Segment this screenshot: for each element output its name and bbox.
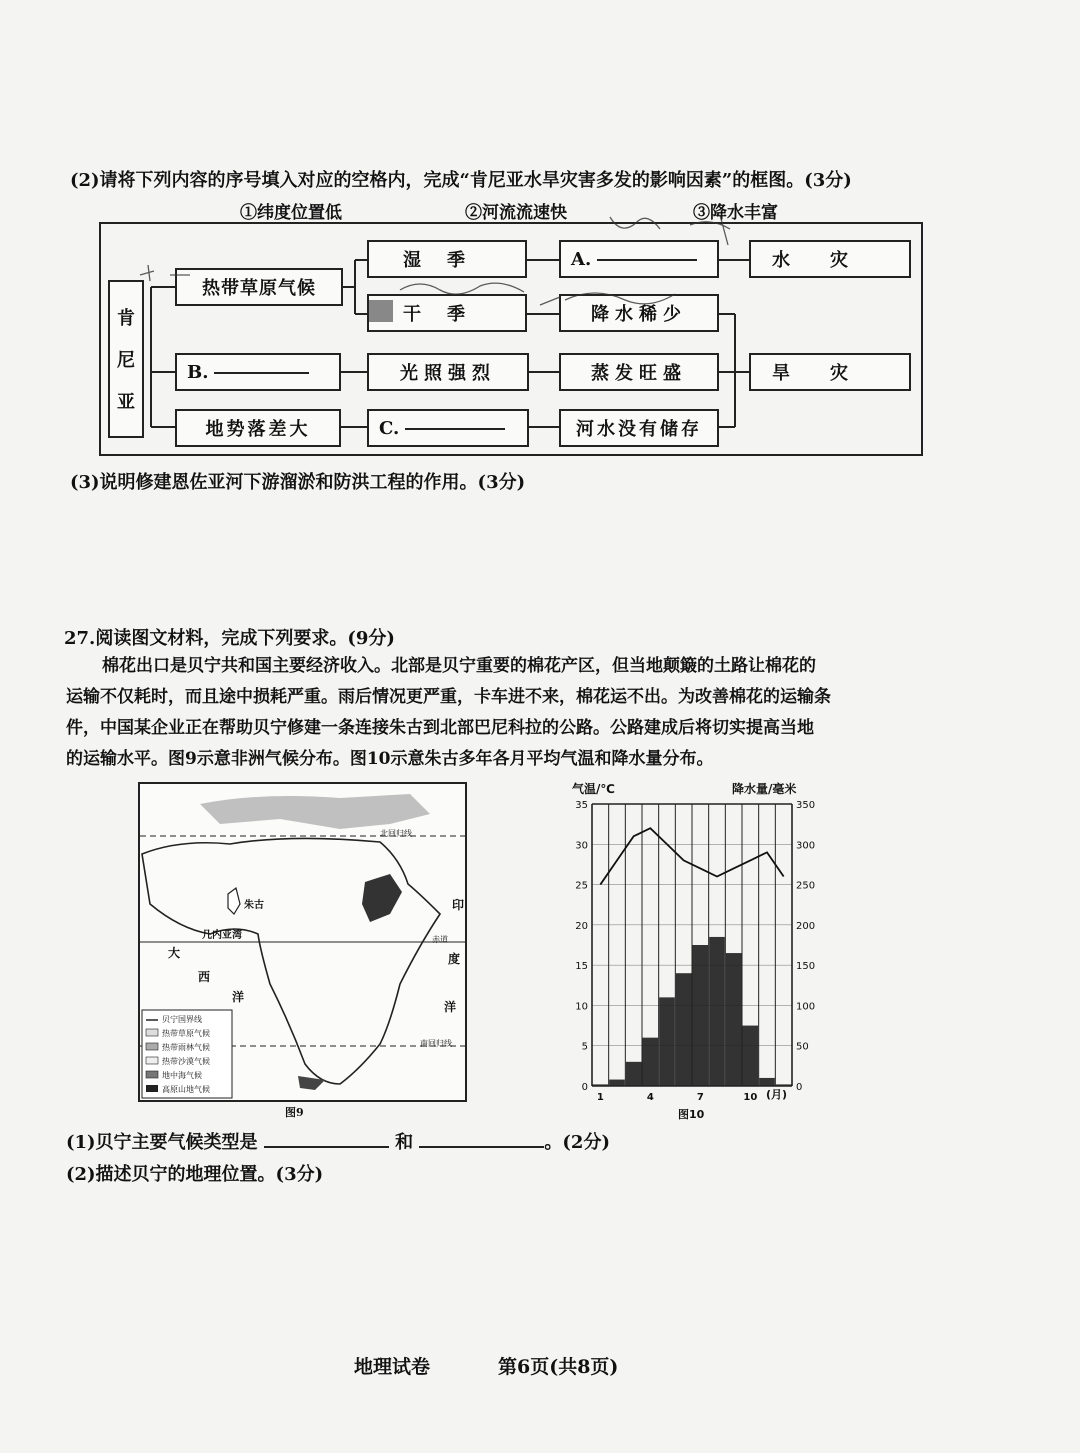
box-strong-evaporation: 蒸发旺盛 [559, 353, 719, 391]
box-savanna-climate: 热带草原气候 [175, 268, 343, 306]
box-no-storage: 河水没有储存 [559, 409, 719, 447]
left-tick-label: 0 [581, 1082, 588, 1093]
figure10-caption: 图10 [678, 1108, 705, 1121]
box-drought: 旱灾 [749, 353, 911, 391]
right-tick-label: 50 [796, 1041, 809, 1053]
precip-bar [626, 1062, 642, 1086]
precip-bar [609, 1080, 625, 1086]
q27-sub2-prompt: (2)描述贝宁的地理位置。(3分) [66, 1164, 324, 1185]
option-3: ③降水丰富 [693, 203, 778, 223]
box-wet-season: 湿季 [367, 240, 527, 278]
legend-item: 地中海气候 [162, 1071, 202, 1080]
climate-chart-svg [560, 794, 820, 1106]
box-strong-sunlight: 光照强烈 [367, 353, 529, 391]
right-tick-label: 100 [796, 1001, 816, 1013]
right-tick-label: 150 [796, 961, 816, 973]
box-dry-season: 干季 [367, 294, 527, 332]
q27-title: 27.阅读图文材料，完成下列要求。(9分) [64, 628, 395, 649]
q26-sub3-prompt: (3)说明修建恩佐亚河下游溜淤和防洪工程的作用。(3分) [70, 472, 526, 493]
legend-item: 热带草原气候 [162, 1029, 210, 1038]
x-tick-label: 10 [743, 1092, 758, 1103]
box-flood: 水灾 [749, 240, 911, 278]
blank-c-line [405, 427, 505, 430]
xlabel-month: (月) [766, 1088, 788, 1101]
label-indian-1: 印 [452, 898, 465, 912]
handwriting-scribbles [130, 205, 770, 325]
x-tick-label: 1 [596, 1092, 604, 1103]
right-tick-label: 0 [796, 1082, 803, 1093]
label-equator: 赤道 [432, 935, 448, 944]
q27-sub1-tail: 。(2分) [544, 1132, 610, 1153]
label-atlantic-1: 大 [168, 946, 181, 960]
q26-sub2-prompt: (2)请将下列内容的序号填入对应的空格内，完成“肯尼亚水旱灾害多发的影响因素”的框图。(3分) [70, 170, 852, 191]
label-indian-2: 度 [448, 952, 461, 966]
root-char: 尼 [117, 350, 135, 371]
label-atlantic-2: 西 [198, 970, 211, 984]
left-tick-label: 5 [581, 1041, 588, 1053]
x-tick-label: 7 [696, 1092, 704, 1103]
left-tick-label: 35 [575, 800, 588, 811]
left-tick-label: 15 [575, 961, 588, 973]
precip-bar [643, 1038, 659, 1086]
option-2: ②河流流速快 [465, 203, 567, 223]
precip-bar [709, 937, 725, 1086]
label-zhugu: 朱古 [244, 900, 264, 911]
precip-bar [726, 953, 742, 1086]
left-tick-label: 20 [575, 920, 588, 932]
q27-paragraph [66, 651, 946, 775]
box-blank-b[interactable] [175, 353, 341, 391]
para-line: 件，中国某企业正在帮助贝宁修建一条连接朱古到北部巴尼科拉的公路。公路建成后将切实提高当地 [66, 718, 814, 738]
precip-bar [759, 1078, 775, 1086]
right-tick-label: 350 [796, 800, 816, 811]
blank-a-label: A. [571, 248, 592, 270]
left-tick-label: 10 [575, 1001, 588, 1013]
label-indian-3: 洋 [444, 1000, 457, 1014]
root-char: 亚 [117, 392, 135, 413]
figure9-map [138, 782, 467, 1102]
legend-item: 高原山地气候 [162, 1085, 210, 1094]
blank-c-label: C. [379, 417, 400, 439]
footer-subject: 地理试卷 [354, 1356, 431, 1378]
figure10-chart [560, 780, 820, 1125]
footer-page: 第6页(共8页) [498, 1356, 619, 1378]
option-1: ①纬度位置低 [240, 203, 342, 223]
right-tick-label: 200 [796, 920, 816, 932]
para-line: 运输不仅耗时，而且途中损耗严重。雨后情况更严重，卡车进不来，棉花运不出。为改善棉花的运输条 [66, 687, 831, 707]
legend-item: 热带雨林气候 [162, 1043, 210, 1052]
blank-b-label: B. [187, 361, 209, 383]
blank-b-line [214, 371, 309, 374]
q27-sub1 [66, 1128, 610, 1154]
map-legend [162, 1013, 210, 1097]
box-low-rainfall: 降水稀少 [559, 294, 719, 332]
legend-item: 贝宁国界线 [162, 1015, 202, 1024]
answer-blank-1[interactable] [264, 1145, 389, 1148]
left-tick-label: 25 [575, 880, 588, 892]
box-elevation-drop: 地势落差大 [175, 409, 341, 447]
precip-bar [693, 945, 709, 1086]
label-tropic-cancer: 北回归线 [380, 829, 412, 838]
answer-blank-2[interactable] [419, 1145, 544, 1148]
root-char: 肯 [117, 308, 135, 329]
q27-sub1-prompt: (1)贝宁主要气候类型是 [66, 1132, 258, 1153]
para-line: 的运输水平。图9示意非洲气候分布。图10示意朱古多年各月平均气温和降水量分布。 [66, 749, 714, 769]
precip-bar [743, 1026, 759, 1086]
box-blank-c[interactable] [367, 409, 529, 447]
ylabel-left: 气温/℃ [572, 782, 615, 796]
para-line: 棉花出口是贝宁共和国主要经济收入。北部是贝宁重要的棉花产区，但当地颠簸的土路让棉花的 [102, 656, 816, 676]
precip-bar [676, 973, 692, 1086]
q27-sub1-and: 和 [395, 1132, 414, 1153]
label-tropic-capricorn: 南回归线 [420, 1039, 452, 1048]
right-tick-label: 300 [796, 840, 816, 852]
figure9-caption: 图9 [285, 1106, 304, 1119]
precip-bar [659, 997, 675, 1086]
x-tick-label: 4 [646, 1092, 654, 1103]
legend-item: 热带沙漠气候 [162, 1057, 210, 1066]
label-gulf-guinea: 几内亚湾 [202, 930, 242, 941]
ylabel-right: 降水量/毫米 [732, 782, 797, 796]
left-tick-label: 30 [575, 840, 588, 852]
label-atlantic-3: 洋 [232, 990, 245, 1004]
right-tick-label: 250 [796, 880, 816, 892]
